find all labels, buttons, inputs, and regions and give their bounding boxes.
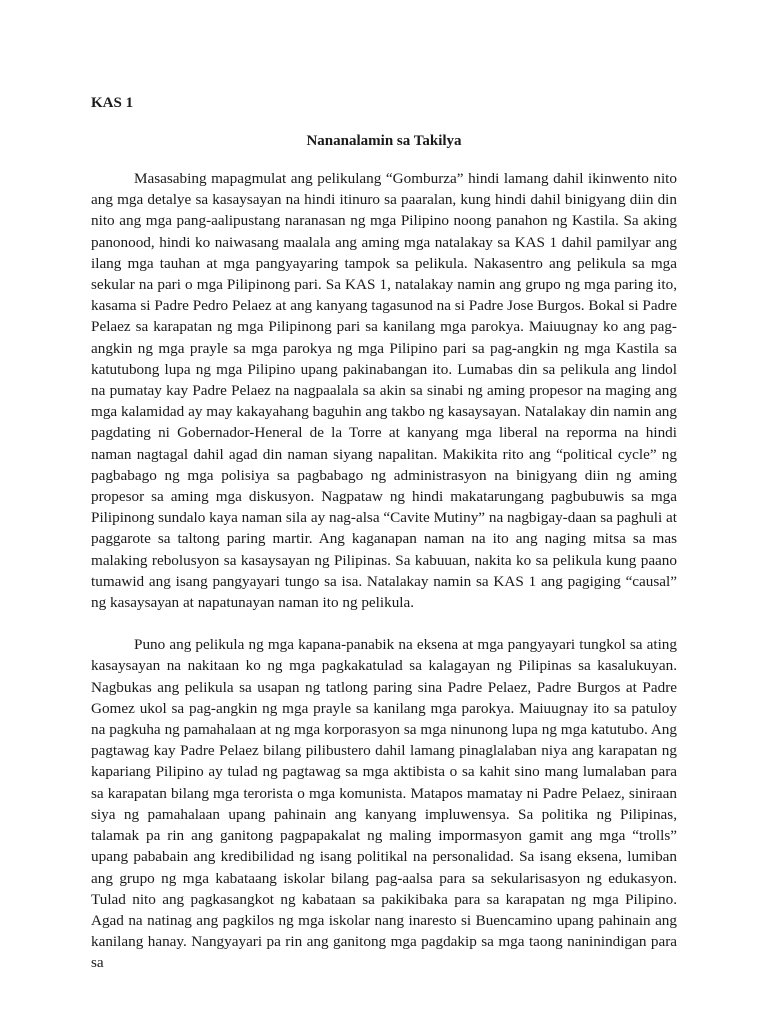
course-heading: KAS 1: [91, 95, 134, 111]
document-title: Nananalamin sa Takilya: [306, 133, 462, 149]
paragraph-1: Masasabing mapagmulat ang pelikulang “Gomburza” hindi lamang dahil ikinwento nito ang mga detalye sa kasaysayan na hindi itinuro sa paaralan, kung hindi dahil binigyang diin din nito ang mga pang-aalipustang naranasan ng mga Pilipino noong panahon ng Kastila. Sa aking panonood, hindi ko naiwasang maalala ang aming mga natalakay sa KAS 1 dahil pamilyar ang ilang mga tauhan at mga pangyayaring tampok sa pelikula. Nakasentro ang pelikula sa mga sekular na pari o mga Pilipinong pari. Sa KAS 1, natalakay namin ang grupo ng mga paring ito, kasama si Padre Pedro Pelaez at ang kanyang tagasunod na si Padre Jose Burgos. Bokal si Padre Pelaez sa karapatan ng mga Pilipinong pari sa kanilang mga parokya. Maiuugnay ko ang pag-angkin ng mga prayle sa mga parokya ng mga Pilipino pari sa pag-angkin ng mga Kastila sa katutubong lupa ng mga Pilipino upang pakinabangan ito. Lumabas din sa pelikula ang lindol na pumatay kay Padre Pelaez na nagpaalala sa akin sa sinabi ng aming propesor na maging ang mga kalamidad ay may kakayahang baguhin ang takbo ng kasaysayan. Natalakay din namin ang pagdating ni Gobernador-Heneral de la Torre at kanyang mga liberal na reporma na hindi naman nagtagal dahil agad din naman siyang napalitan. Makikita rito ang “political cycle” ng pagbabago ng mga polisiya sa pagbabago ng administrasyon na binigyang diin ng aming propesor sa aming mga diskusyon. Nagpataw ng hindi makatarungang pagbubuwis sa mga Pilipinong sundalo kaya naman sila ay nag-alsa “Cavite Mutiny” na nagbigay-daan sa paghuli at paggarote sa taltong paring martir. Ang kaganapan naman na ito ang naging mitsa sa mas malaking rebolusyon sa kasaysayan ng Pilipinas. Sa kabuuan, nakita ko sa pelikula kung paano tumawid ang isang pangyayari tungo sa isa. Natalakay namin sa KAS 1 ang pagiging “causal” ng kasaysayan at napatunayan naman ito ng pelikula.: [91, 170, 677, 612]
paragraph-2: Puno ang pelikula ng mga kapana-panabik na eksena at mga pangyayari tungkol sa ating kasaysayan na nakitaan ko ng mga pagkakatulad sa kalagayan ng Pilipinas sa kasalukuyan. Nagbukas ang pelikula sa usapan ng tatlong paring sina Padre Pelaez, Padre Burgos at Padre Gomez ukol sa pag-angkin ng mga prayle sa kanilang mga parokya. Maiuugnay ito sa patuloy na pagkuha ng pamahalaan at ng mga korporasyon sa mga ninunong lupa ng mga katutubo. Ang pagtawag kay Padre Pelaez bilang pilibustero dahil lamang pinaglalaban niya ang karapatan ng kapariang Pilipino ay tulad ng pagtawag sa mga aktibista o sa kahit sino mang lumalaban para sa karapatan bilang mga terorista o mga komunista. Matapos mamatay ni Padre Pelaez, siniraan siya ng pamahalaan upang pahinain ang kanyang impluwensya. Sa politika ng Pilipinas, talamak pa rin ang ganitong pagpapakalat ng maling impormasyon gamit ang mga “trolls” upang pababain ang kredibilidad ng isang politikal na personalidad. Sa isang eksena, lumiban ang grupo ng mga kabataang iskolar bilang pag-aalsa para sa sekularisasyon ng edukasyon. Tulad nito ang pagkasangkot ng kabataan sa pakikibaka para sa karapatan ng mga Pilipino. Agad na natinag ang pagkilos ng mga iskolar nang inaresto si Buencamino upang pahinain ang kanilang hanay. Nangyayari pa rin ang ganitong mga pagdakip sa mga taong naninindigan para sa: [91, 636, 677, 972]
